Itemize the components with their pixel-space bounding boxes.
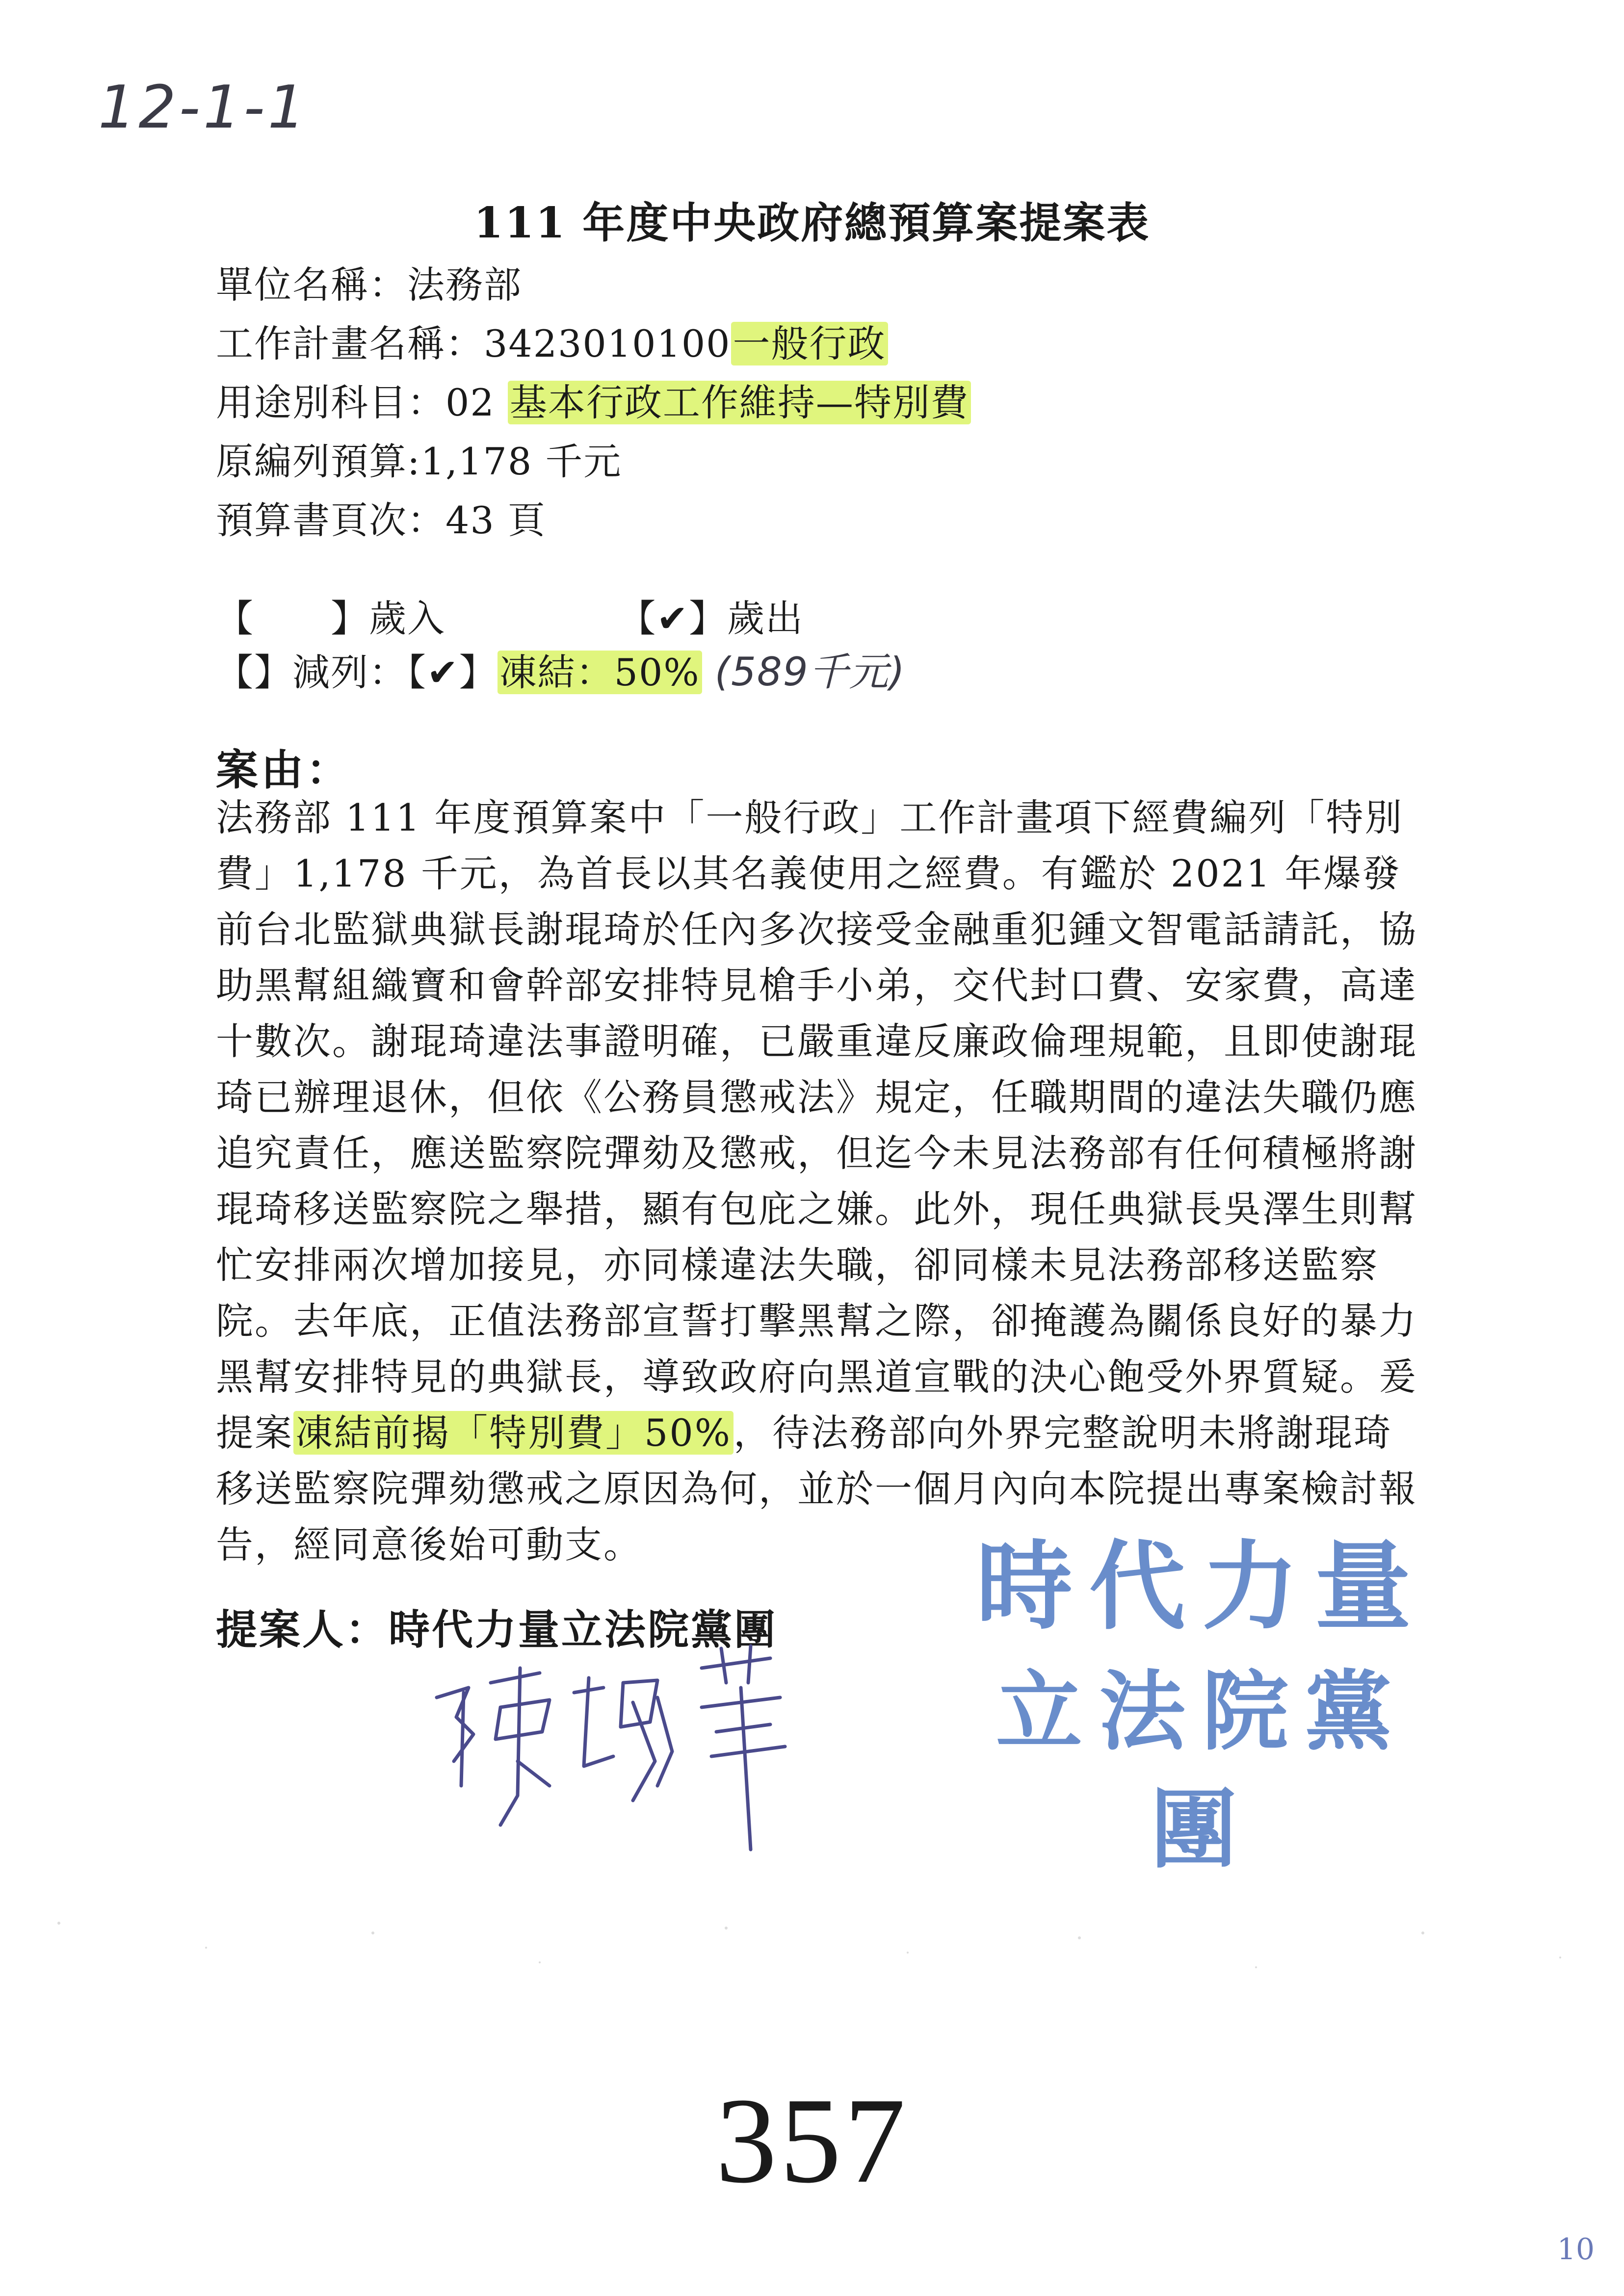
page-ref-row	[216, 491, 546, 544]
stamp-line-1: 時代力量	[976, 1531, 1428, 1643]
handwritten-signature	[427, 1639, 829, 1856]
reason-text-highlighted: 凍結前揭「特別費」50%	[293, 1411, 733, 1455]
scan-noise	[0, 1904, 1624, 1992]
edge-mark: 10	[1557, 2232, 1595, 2267]
unit-row	[216, 255, 522, 309]
reason-paragraph	[216, 790, 1428, 1573]
expenditure-label: 歲出	[727, 597, 804, 640]
reason-text-part1: 法務部 111 年度預算案中「一般行政」工作計畫項下經費編列「特別費」1,178 千元，為首長以其名義使用之經費。有鑑於 2021 年爆發前台北監獄典獄長謝琨琦於任內多次接受金融重犯鍾文智電話請託，協助黑幫組織寶和會幹部安排特見槍手小弟，交代封口費、安家費，高達十數次。謝琨琦違法事證明確，已嚴重違反廉政倫理規範，且即使謝琨琦已辦理退休，但依《公務員懲戒法》規定，任職期間的違法失職仍應追究責任，應送監察院彈劾及懲戒，但迄今未見法務部有任何積極將謝琨琦移送監察院之舉措，顯有包庇之嫌。此外，現任典獄長吳澤生則幫忙安排兩次增加接見，亦同樣違法失職，卻同樣未見法務部移送監察院。去年底，正值法務部宣誓打擊黑幫之際，卻掩護為關係良好的暴力黑幫安排特見的典獄長，導致政府向黑道宣戰的決心飽受外界質疑。爰提案	[216, 796, 1417, 1455]
revenue-label: 歲入	[369, 597, 445, 640]
handwritten-reference-number: 12-1-1	[98, 74, 308, 142]
party-stamp	[962, 1526, 1442, 1889]
budget-value: 1,178 千元	[420, 440, 622, 483]
item-row	[216, 373, 971, 426]
freeze-label-highlighted: 凍結：50%	[498, 651, 702, 694]
plan-code: 3423010100	[484, 322, 731, 365]
reason-text-part2: ，待法務部向外界完整說明未將謝琨琦移送監察院彈劾懲戒之原因為何，並於一個月內向本院提出專案檢討報告，經同意後始可動支。	[216, 1411, 1417, 1566]
item-code: 02	[445, 381, 495, 424]
revenue-checkbox: 【 】	[216, 597, 369, 640]
proposer-name: 時代力量立法院黨團	[389, 1605, 778, 1654]
plan-row	[216, 314, 888, 367]
budget-label: 原編列預算:	[216, 440, 421, 483]
proposer-label: 提案人：	[216, 1605, 389, 1654]
cut-label: 減列：	[292, 651, 407, 694]
plan-label: 工作計畫名稱：	[216, 322, 484, 365]
expenditure-checkbox: 【✔】	[618, 597, 728, 640]
page-title: 111 年度中央政府總預算案提案表	[473, 198, 1151, 248]
cut-freeze-row	[216, 640, 906, 697]
stamp-line-2: 立法院黨團	[995, 1662, 1408, 1880]
page-ref-label: 預算書頁次：	[216, 498, 445, 542]
page-ref-value: 43 頁	[445, 498, 546, 542]
page-number: 357	[715, 2073, 909, 2209]
reason-heading: 案由：	[216, 745, 351, 795]
item-name-highlighted: 基本行政工作維持—特別費	[508, 381, 971, 424]
unit-value: 法務部	[407, 263, 522, 307]
plan-name-highlighted: 一般行政	[731, 322, 888, 365]
unit-label: 單位名稱：	[216, 263, 407, 307]
cut-checkbox: 【】	[216, 651, 292, 694]
budget-row	[216, 432, 622, 485]
freeze-checkbox: 【✔】	[407, 651, 498, 694]
revenue-expenditure-row	[216, 589, 804, 642]
signature-drawing	[427, 1639, 829, 1854]
handwritten-freeze-amount: (589千元)	[714, 649, 906, 695]
item-label: 用途別科目：	[216, 381, 445, 424]
